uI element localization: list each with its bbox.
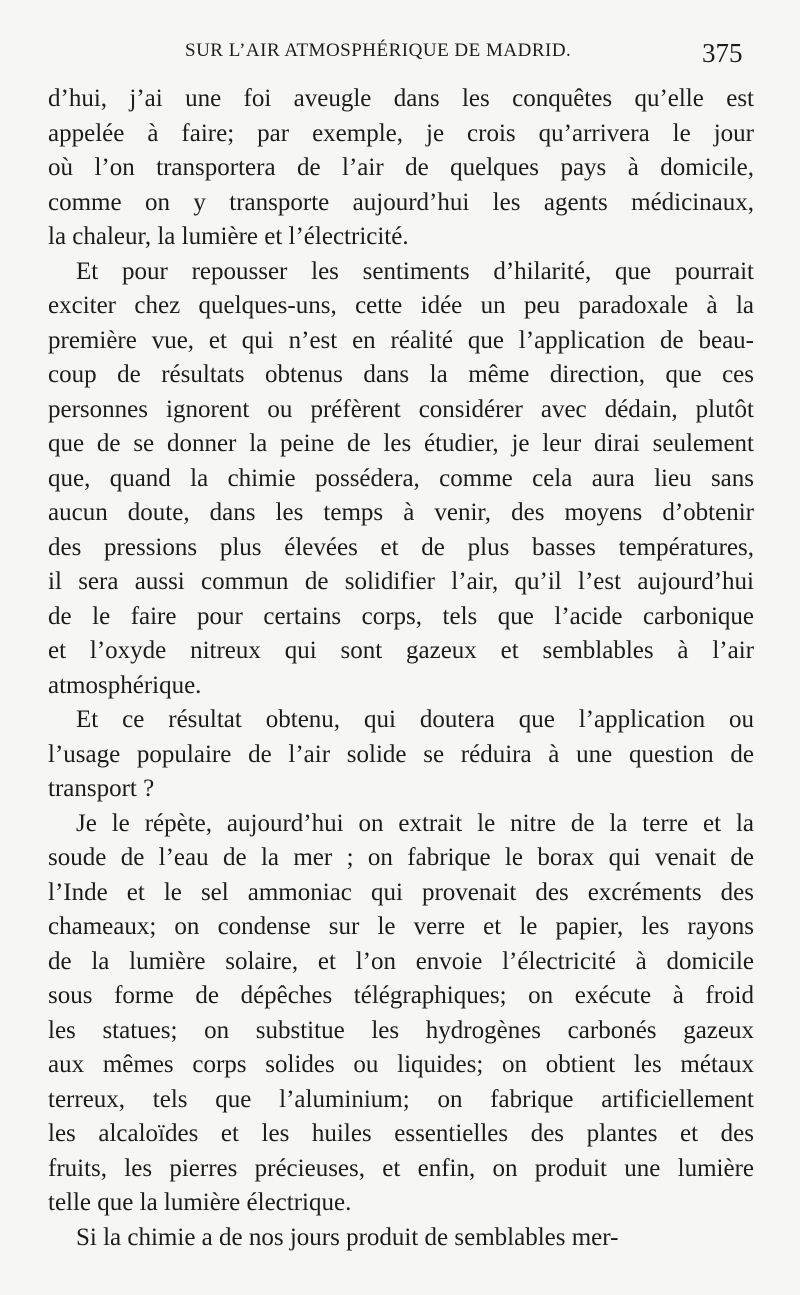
paragraph: [48, 703, 754, 807]
text-line: aux mêmes corps solides ou liquides; on obtient les métaux: [48, 1051, 754, 1078]
text-line: Si la chimie a de nos jours produit de semblables mer-: [76, 1223, 619, 1251]
text-line: les alcaloïdes et les huiles essentielles des plantes et des: [48, 1120, 754, 1147]
text-line: soude de l’eau de la mer ; on fabrique le borax qui venait de: [48, 844, 754, 871]
text-line: chameaux; on condense sur le verre et le papier, les rayons: [48, 913, 754, 940]
text-line: comme on y transporte aujourd’hui les agents médicinaux,: [48, 188, 754, 216]
text-line: que de se donner la peine de les étudier, je leur dirai seulement: [48, 430, 754, 457]
paragraph: [48, 807, 754, 1221]
text-line: Je le répète, aujourd’hui on extrait le nitre de la terre et la: [76, 809, 754, 837]
text-line: exciter chez quelques-uns, cette idée un peu paradoxale à la: [48, 292, 754, 319]
text-line: terreux, tels que l’aluminium; on fabrique artificiellement: [48, 1085, 754, 1113]
text-line: la chaleur, la lumière et l’électricité.: [48, 223, 409, 250]
paragraph: [48, 255, 754, 704]
text-line: fruits, les pierres précieuses, et enfin, on produit une lumière: [48, 1154, 754, 1182]
paragraph: [48, 82, 754, 255]
text-line: où l’on transportera de l’air de quelques pays à domicile,: [48, 154, 754, 181]
text-line: première vue, et qui n’est en réalité que l’application de beau-: [48, 326, 754, 354]
text-line: et l’oxyde nitreux qui sont gazeux et semblables à l’air: [48, 637, 754, 664]
text-line: aucun doute, dans les temps à venir, des moyens d’obtenir: [48, 499, 754, 526]
text-line: Et ce résultat obtenu, qui doutera que l’application ou: [76, 706, 754, 733]
text-line: l’usage populaire de l’air solide se réduira à une question de: [48, 740, 754, 768]
running-title: SUR L’AIR ATMOSPHÉRIQUE DE MADRID.: [185, 40, 572, 61]
text-line: Et pour repousser les sentiments d’hilarité, que pourrait: [76, 257, 754, 285]
text-line: appelée à faire; par exemple, je crois qu’arrivera le jour: [48, 119, 754, 147]
text-line: il sera aussi commun de solidifier l’air, qu’il l’est aujourd’hui: [48, 568, 754, 595]
text-line: sous forme de dépêches télégraphiques; on exécute à froid: [48, 982, 754, 1009]
body-text: [48, 82, 754, 1255]
text-line: de la lumière solaire, et l’on envoie l’électricité à domicile: [48, 947, 754, 975]
text-line: coup de résultats obtenus dans la même direction, que ces: [48, 361, 754, 388]
text-line: de le faire pour certains corps, tels que l’acide carbonique: [48, 602, 754, 630]
page-number: 375: [702, 38, 743, 68]
text-line: personnes ignorent ou préfèrent considérer avec dédain, plutôt: [48, 395, 754, 423]
text-line: l’Inde et le sel ammoniac qui provenait des excréments des: [48, 878, 754, 906]
text-line: d’hui, j’ai une foi aveugle dans les conquêtes qu’elle est: [48, 85, 754, 112]
text-line: que, quand la chimie possédera, comme cela aura lieu sans: [48, 464, 754, 492]
text-line: les statues; on substitue les hydrogènes carbonés gazeux: [48, 1016, 754, 1044]
text-line: telle que la lumière électrique.: [48, 1189, 352, 1216]
text-line: des pressions plus élevées et de plus basses températures,: [48, 533, 754, 561]
text-line: transport ?: [48, 775, 155, 802]
paragraph: [48, 1221, 754, 1256]
text-line: atmosphérique.: [48, 671, 202, 699]
running-head: [0, 32, 800, 72]
